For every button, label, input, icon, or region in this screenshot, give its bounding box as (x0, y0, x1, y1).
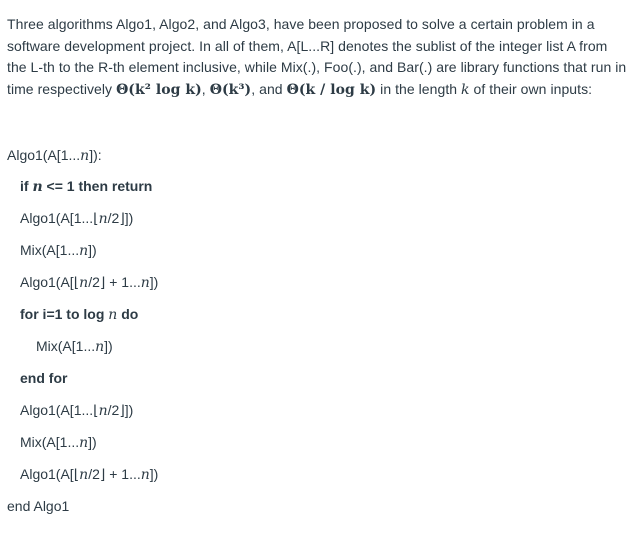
length-variable: k (461, 81, 470, 98)
intro-line-4-mid: in the length (380, 80, 458, 97)
recursive-call-2: Algo1(A[⌊n/2⌋ + 1...n]) (20, 274, 159, 291)
intro-line-3: the L-th to the R-th element inclusive, while Mix(.), Foo(.), and Bar(.) are library functions that run in (7, 59, 627, 75)
intro-line-2: software development project. In all of them, A[L...R] denotes the sublist of the integer list A from (7, 37, 608, 54)
mix-call-loop: Mix(A[1...n]) (36, 338, 113, 355)
separator-1: , (201, 80, 206, 97)
algo-footer: end Algo1 (7, 498, 70, 514)
recursive-call-4: Algo1(A[⌊n/2⌋ + 1...n]) (20, 466, 159, 483)
end-for: end for (20, 370, 68, 386)
algo-header: Algo1(A[1...n]): (7, 147, 102, 164)
recursive-call-1: Algo1(A[1...⌊n/2⌋]) (20, 210, 134, 227)
bar-complexity: Θ(k / log k) (286, 81, 377, 98)
intro-line-4-prefix: time respectively (7, 80, 113, 97)
intro-line-4-suffix: of their own inputs: (473, 80, 593, 97)
mix-call-2: Mix(A[1...n]) (20, 434, 97, 451)
mix-call-1: Mix(A[1...n]) (20, 242, 97, 259)
foo-complexity: Θ(k³) (209, 81, 252, 98)
if-statement: if n <= 1 then return (20, 178, 153, 195)
separator-2: , and (251, 80, 283, 97)
recursive-call-3: Algo1(A[1...⌊n/2⌋]) (20, 402, 134, 419)
mix-complexity: Θ(k² log k) (116, 81, 202, 98)
for-loop-header: for i=1 to log n do (20, 306, 139, 323)
intro-line-4 (7, 79, 637, 102)
problem-statement (7, 14, 637, 101)
intro-line-1: Three algorithms Algo1, Algo2, and Algo3, have been proposed to solve a certain problem in a (7, 16, 595, 32)
